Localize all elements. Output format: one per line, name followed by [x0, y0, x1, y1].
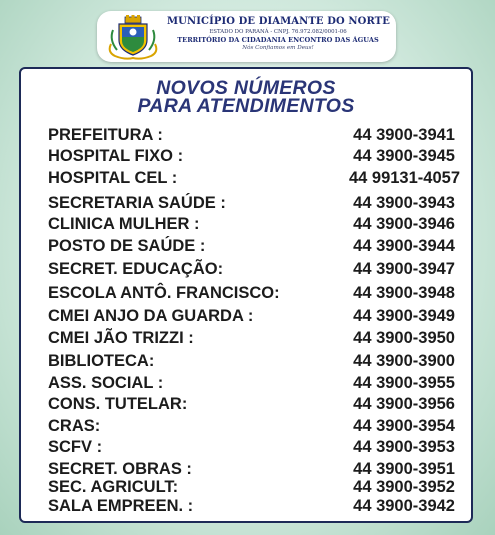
header-text: [167, 16, 389, 51]
contact-row: [48, 496, 460, 516]
contact-number: 44 3900-3950: [353, 329, 455, 347]
contact-row: [48, 459, 460, 479]
contact-number: 44 3900-3948: [353, 284, 455, 302]
contact-row: [48, 146, 460, 166]
contact-row: [48, 416, 460, 436]
state-cnpj: ESTADO DO PARANÁ - CNPJ. 76.972.082/0001-06: [209, 29, 347, 35]
contact-label: SEC. AGRICULT:: [48, 478, 179, 496]
contact-row: [48, 168, 460, 188]
contact-label: CMEI ANJO DA GUARDA :: [48, 307, 254, 325]
contact-number: 44 3900-3955: [353, 374, 455, 392]
contact-number: 44 3900-3900: [353, 352, 455, 370]
contact-row: [48, 214, 460, 234]
phone-directory-card: [19, 67, 473, 523]
territory-name: TERRITÓRIO DA CIDADANIA ENCONTRO DAS ÁGUAS: [177, 36, 379, 44]
contact-label: CMEI JÃO TRIZZI :: [48, 329, 194, 347]
contact-number: 44 3900-3954: [353, 417, 455, 435]
contact-number: 44 3900-3946: [353, 215, 455, 233]
contact-label: SECRETARIA SAÚDE :: [48, 194, 226, 212]
contact-label: SECRET. OBRAS :: [48, 460, 192, 478]
contact-row: [48, 351, 460, 371]
contact-number: 44 3900-3944: [353, 237, 455, 255]
contact-label: SECRET. EDUCAÇÃO:: [48, 260, 224, 278]
contact-row: [48, 373, 460, 393]
contact-number: 44 3900-3949: [353, 307, 455, 325]
contact-label: SCFV :: [48, 438, 103, 456]
contact-number: 44 3900-3945: [353, 147, 455, 165]
contact-number: 44 3900-3947: [353, 260, 455, 278]
contact-row: [48, 394, 460, 414]
contact-label: CONS. TUTELAR:: [48, 395, 188, 413]
municipality-header: [97, 11, 396, 62]
contact-number: 44 3900-3956: [353, 395, 455, 413]
municipality-name: MUNICÍPIO DE DIAMANTE DO NORTE: [167, 16, 390, 27]
contact-label: CLINICA MULHER :: [48, 215, 200, 233]
contact-number: 44 99131-4057: [348, 169, 460, 187]
contact-row: [48, 477, 460, 497]
motto: Nós Confiamos em Deus!: [242, 45, 314, 51]
contact-row: [48, 125, 460, 145]
contact-label: HOSPITAL CEL :: [48, 169, 178, 187]
contact-row: [48, 259, 460, 279]
contact-number: 44 3900-3941: [353, 126, 455, 144]
contact-number: 44 3900-3943: [353, 194, 455, 212]
contact-row: [48, 236, 460, 256]
contact-label: ESCOLA ANTÔ. FRANCISCO:: [48, 284, 280, 302]
contact-label: PREFEITURA :: [48, 126, 163, 144]
contact-label: ASS. SOCIAL :: [48, 374, 164, 392]
contact-row: [48, 437, 460, 457]
contact-number: 44 3900-3953: [353, 438, 455, 456]
title-line-1: NOVOS NÚMEROS: [156, 77, 336, 99]
contact-number: 44 3900-3952: [353, 478, 455, 496]
contact-label: SALA EMPREEN. :: [48, 497, 194, 515]
contact-row: [48, 283, 460, 303]
contact-label: BIBLIOTECA:: [48, 352, 155, 370]
contact-label: CRAS:: [48, 417, 101, 435]
contact-number: 44 3900-3951: [353, 460, 455, 478]
contact-row: [48, 193, 460, 213]
municipal-coat-of-arms-icon: [105, 14, 161, 60]
title-line-2: PARA ATENDIMENTOS: [137, 95, 355, 117]
contact-row: [48, 306, 460, 326]
contact-label: HOSPITAL FIXO :: [48, 147, 184, 165]
contact-row: [48, 328, 460, 348]
contact-label: POSTO DE SAÚDE :: [48, 237, 206, 255]
contact-number: 44 3900-3942: [353, 497, 455, 515]
